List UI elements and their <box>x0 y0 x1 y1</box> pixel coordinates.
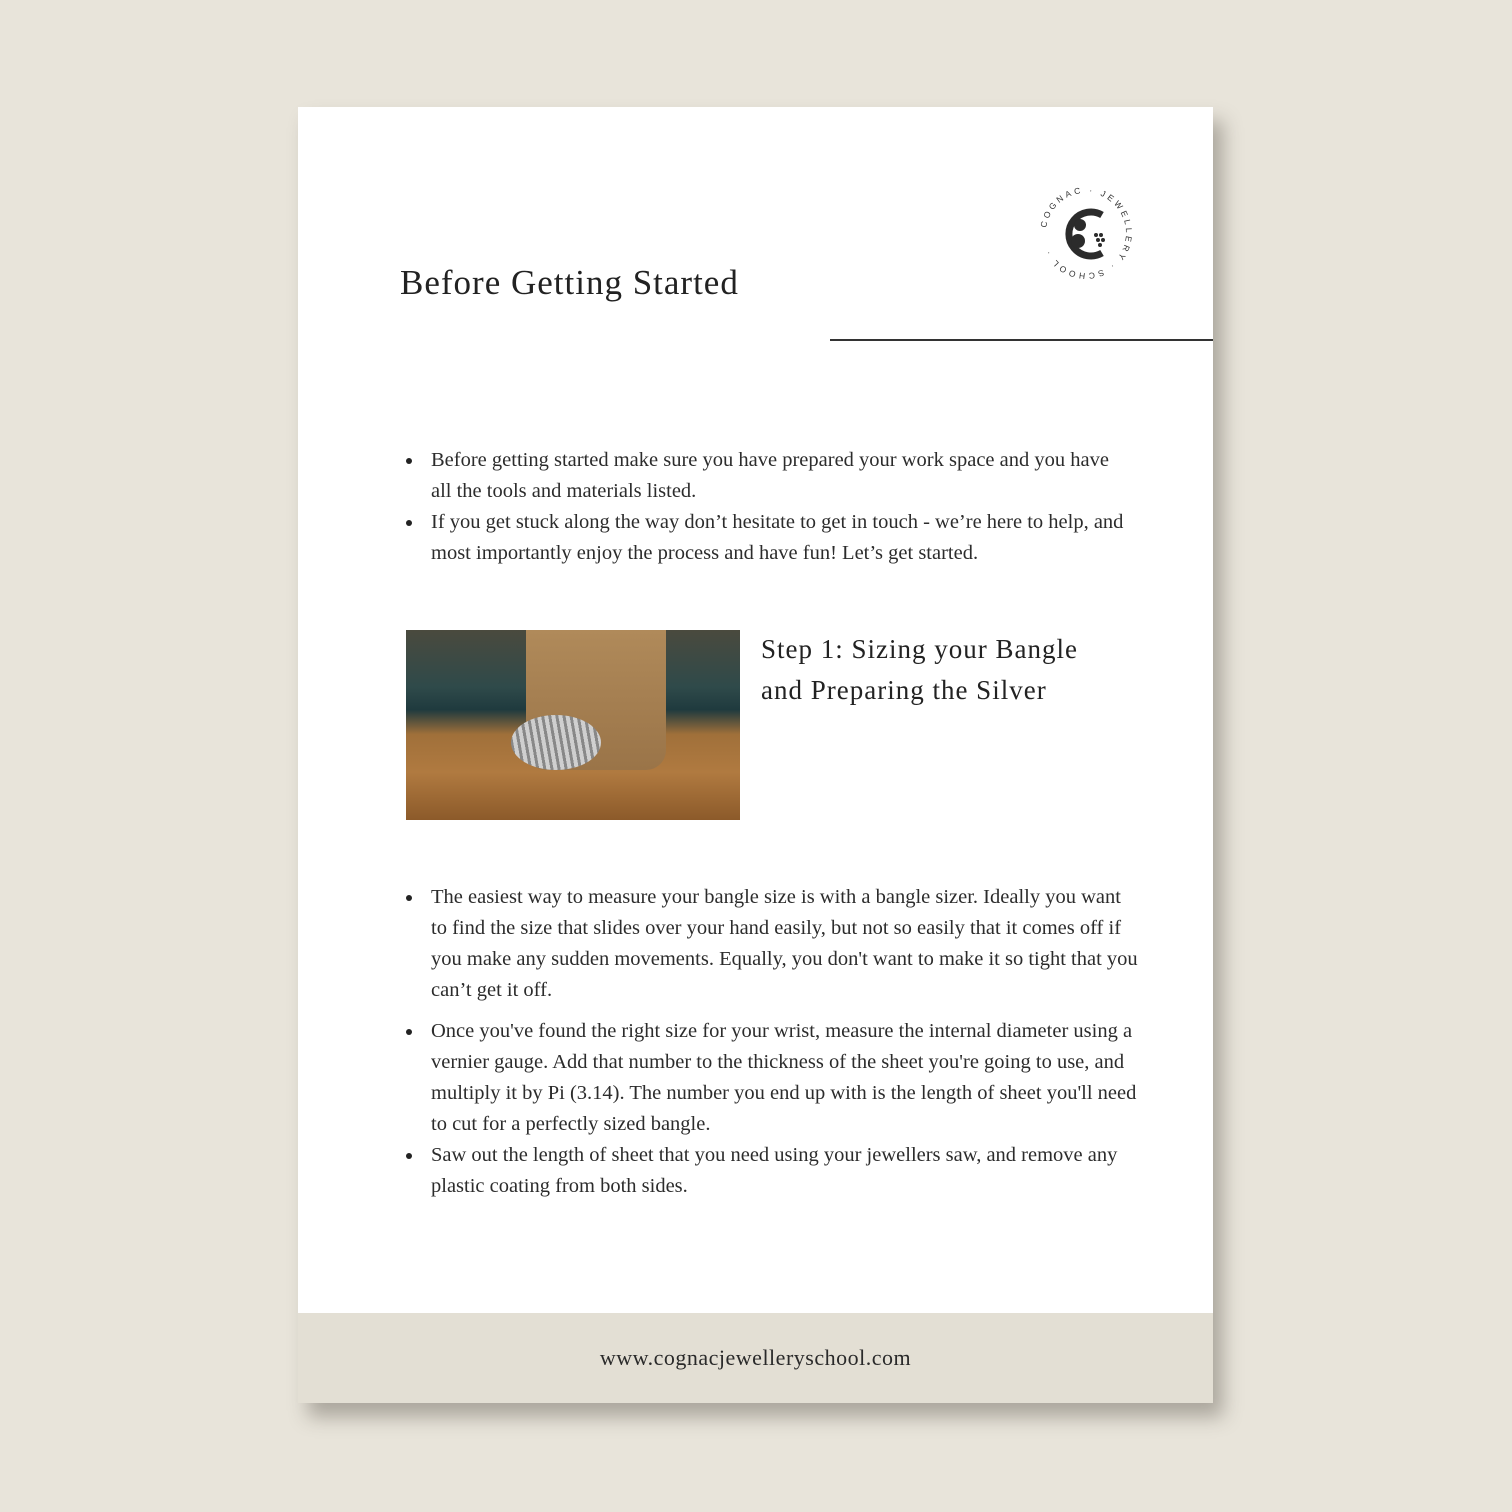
document-page <box>298 107 1213 1403</box>
list-item: If you get stuck along the way don’t hesitate to get in touch - we’re here to help, and most importantly enjoy the process and have fun! Let’s get started. <box>400 507 1130 569</box>
list-item: The easiest way to measure your bangle size is with a bangle sizer. Ideally you want to find the size that slides over your hand easily, but not so easily that it comes off if you make any sudden movements. Equally, you don't want to make it so tight that you can’t get it off. <box>400 882 1140 1006</box>
list-item: Saw out the length of sheet that you need using your jewellers saw, and remove any plastic coating from both sides. <box>400 1140 1140 1202</box>
list-item: Once you've found the right size for your wrist, measure the internal diameter using a vernier gauge. Add that number to the thickness of the sheet you're going to use, and multiply it by Pi (3.14). The number you end up with is the length of sheet you'll need to cut for a perfectly sized bangle. <box>400 1016 1140 1140</box>
cognac-jewellery-school-logo <box>1036 183 1136 283</box>
page-title: Before Getting Started <box>400 263 739 302</box>
step-heading: Step 1: Sizing your Bangle and Preparing the Silver <box>761 634 1078 705</box>
bangle-sizer-photo <box>406 630 740 820</box>
footer-url[interactable]: www.cognacjewelleryschool.com <box>599 1345 912 1370</box>
intro-list <box>400 445 1130 569</box>
step-list <box>400 882 1140 1202</box>
title-divider <box>830 339 1213 341</box>
svg-text:COGNAC · JEWELLERY · SCHOOL ·: COGNAC · JEWELLERY · SCHOOL · <box>1038 184 1135 282</box>
list-item: Before getting started make sure you have prepared your work space and you have all the tools and materials listed. <box>400 445 1130 507</box>
photo-sizer <box>511 715 601 770</box>
footer <box>298 1313 1213 1403</box>
